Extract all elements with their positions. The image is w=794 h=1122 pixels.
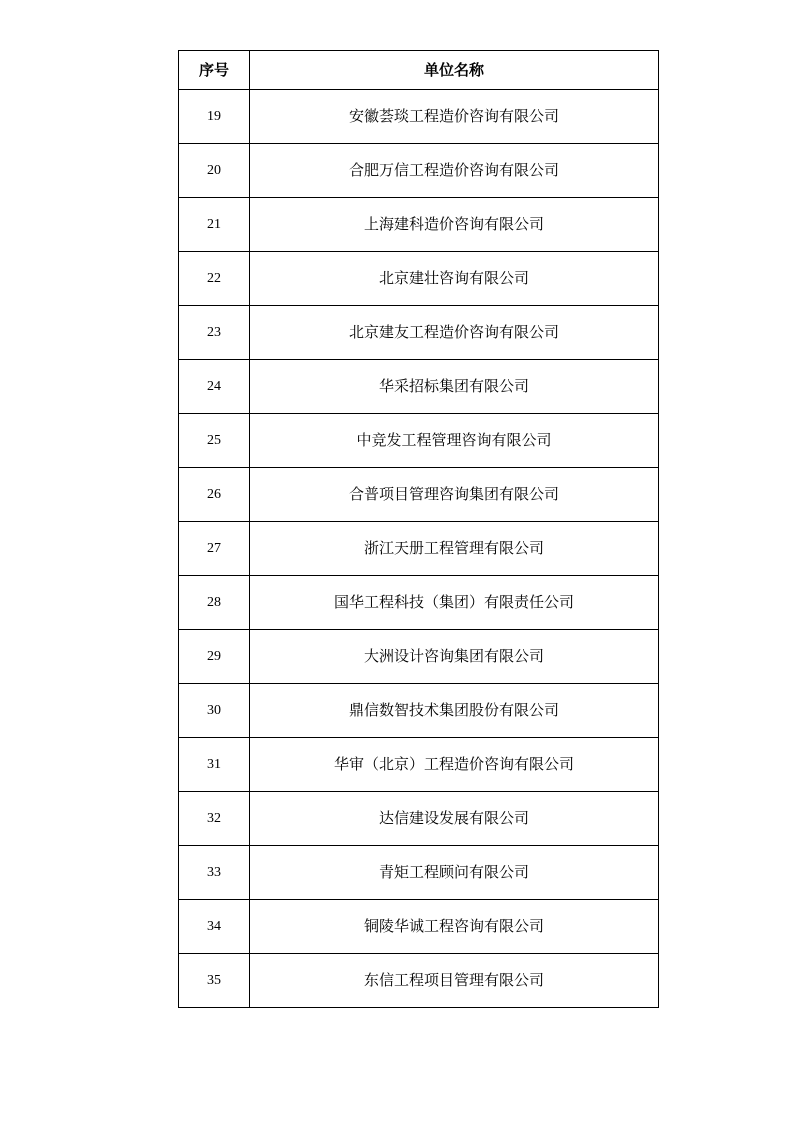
table-row bbox=[179, 522, 659, 576]
cell-index: 26 bbox=[179, 468, 250, 522]
cell-unit-name: 铜陵华诚工程咨询有限公司 bbox=[250, 900, 659, 954]
cell-index: 27 bbox=[179, 522, 250, 576]
cell-index: 19 bbox=[179, 90, 250, 144]
table-row bbox=[179, 792, 659, 846]
table-row bbox=[179, 198, 659, 252]
cell-index: 20 bbox=[179, 144, 250, 198]
table-body bbox=[179, 90, 659, 1008]
cell-unit-name: 国华工程科技（集团）有限责任公司 bbox=[250, 576, 659, 630]
table-row bbox=[179, 630, 659, 684]
cell-unit-name: 东信工程项目管理有限公司 bbox=[250, 954, 659, 1008]
cell-unit-name: 合肥万信工程造价咨询有限公司 bbox=[250, 144, 659, 198]
cell-unit-name: 大洲设计咨询集团有限公司 bbox=[250, 630, 659, 684]
cell-index: 33 bbox=[179, 846, 250, 900]
column-header-index: 序号 bbox=[179, 51, 250, 90]
cell-unit-name: 北京建壮咨询有限公司 bbox=[250, 252, 659, 306]
cell-unit-name: 浙江天册工程管理有限公司 bbox=[250, 522, 659, 576]
cell-unit-name: 北京建友工程造价咨询有限公司 bbox=[250, 306, 659, 360]
table-row bbox=[179, 306, 659, 360]
cell-index: 22 bbox=[179, 252, 250, 306]
table-row bbox=[179, 846, 659, 900]
cell-index: 21 bbox=[179, 198, 250, 252]
cell-unit-name: 达信建设发展有限公司 bbox=[250, 792, 659, 846]
cell-index: 23 bbox=[179, 306, 250, 360]
table-row bbox=[179, 414, 659, 468]
cell-index: 31 bbox=[179, 738, 250, 792]
unit-list-table-container bbox=[178, 50, 659, 1008]
table-row bbox=[179, 576, 659, 630]
cell-unit-name: 中竞发工程管理咨询有限公司 bbox=[250, 414, 659, 468]
table-header bbox=[179, 51, 659, 90]
cell-unit-name: 鼎信数智技术集团股份有限公司 bbox=[250, 684, 659, 738]
table-row bbox=[179, 90, 659, 144]
unit-list-table bbox=[178, 50, 659, 1008]
table-row bbox=[179, 738, 659, 792]
cell-index: 32 bbox=[179, 792, 250, 846]
cell-unit-name: 华采招标集团有限公司 bbox=[250, 360, 659, 414]
table-row bbox=[179, 684, 659, 738]
cell-index: 24 bbox=[179, 360, 250, 414]
cell-index: 30 bbox=[179, 684, 250, 738]
cell-index: 34 bbox=[179, 900, 250, 954]
table-row bbox=[179, 954, 659, 1008]
cell-unit-name: 上海建科造价咨询有限公司 bbox=[250, 198, 659, 252]
cell-index: 35 bbox=[179, 954, 250, 1008]
table-header-row bbox=[179, 51, 659, 90]
table-row bbox=[179, 360, 659, 414]
table-row bbox=[179, 252, 659, 306]
column-header-name: 单位名称 bbox=[250, 51, 659, 90]
table-row bbox=[179, 900, 659, 954]
cell-unit-name: 华审（北京）工程造价咨询有限公司 bbox=[250, 738, 659, 792]
cell-index: 29 bbox=[179, 630, 250, 684]
table-row bbox=[179, 144, 659, 198]
cell-index: 28 bbox=[179, 576, 250, 630]
cell-unit-name: 青矩工程顾问有限公司 bbox=[250, 846, 659, 900]
cell-unit-name: 合普项目管理咨询集团有限公司 bbox=[250, 468, 659, 522]
table-row bbox=[179, 468, 659, 522]
cell-index: 25 bbox=[179, 414, 250, 468]
cell-unit-name: 安徽荟琰工程造价咨询有限公司 bbox=[250, 90, 659, 144]
